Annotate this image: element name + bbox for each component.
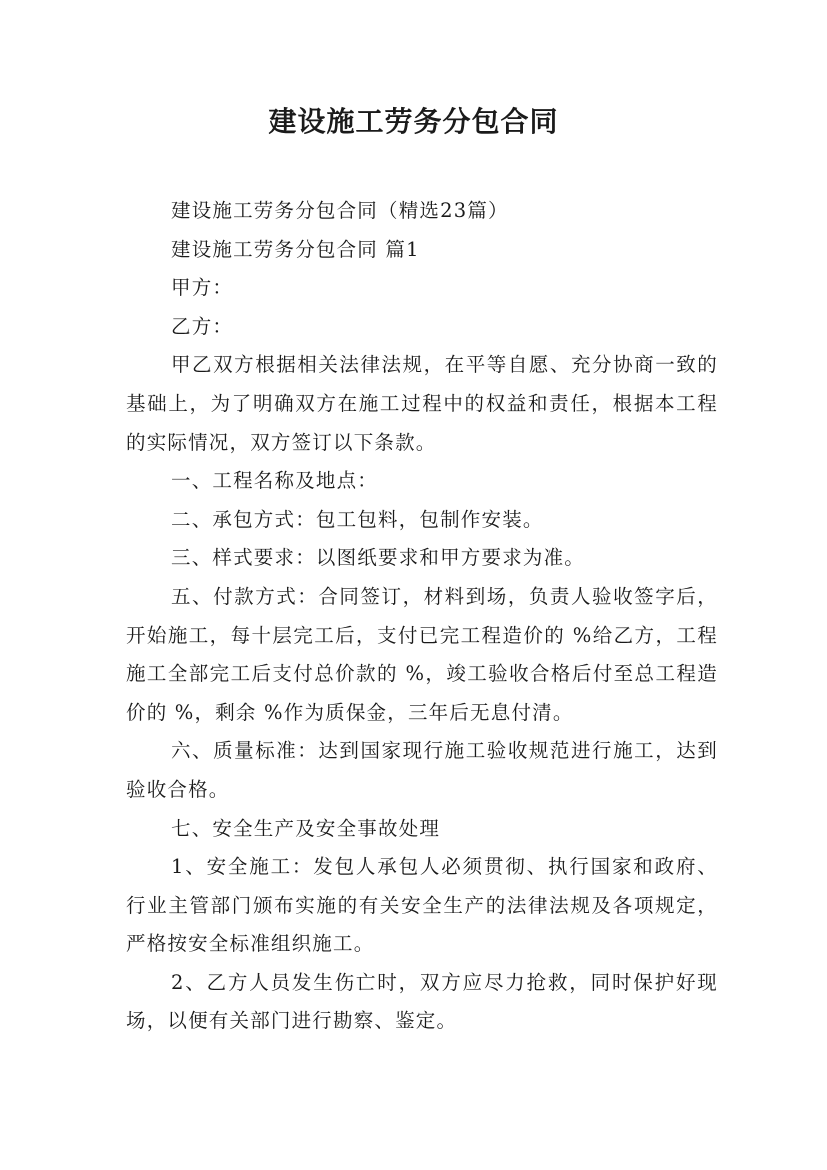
paragraph: 二、承包方式：包工包料，包制作安装。 — [171, 507, 544, 531]
paragraph: 建设施工劳务分包合同 篇1 — [171, 237, 420, 261]
paragraph: 五、付款方式：合同签订，材料到场，负责人验收签字后，开始施工，每十层完工后，支付已完工程造价的 %给乙方，工程施工全部完工后支付总价款的 %，竣工验收合格后付至总工程造价的 %，剩余 %作为质保金，三年后无息付清。 — [126, 584, 718, 724]
paragraph: 甲方： — [171, 276, 234, 300]
paragraph: 乙方： — [171, 314, 234, 338]
paragraph: 1、安全施工：发包人承包人必须贯彻、执行国家和政府、行业主管部门颁布实施的有关安全生产的法律法规及各项规定，严格按安全标准组织施工。 — [126, 855, 718, 956]
paragraph: 建设施工劳务分包合同（精选23篇） — [171, 199, 509, 222]
paragraph: 七、安全生产及安全事故处理 — [171, 816, 441, 840]
paragraph: 2、乙方人员发生伤亡时，双方应尽力抢救，同时保护好现场，以便有关部门进行勘察、鉴定。 — [126, 970, 718, 1033]
paragraph: 三、样式要求：以图纸要求和甲方要求为准。 — [171, 546, 586, 570]
paragraph: 六、质量标准：达到国家现行施工验收规范进行施工，达到验收合格。 — [126, 739, 718, 801]
document-body — [126, 192, 718, 1041]
paragraph: 一、工程名称及地点： — [171, 469, 379, 493]
document-title: 建设施工劳务分包合同 — [268, 105, 559, 138]
paragraph: 甲乙双方根据相关法律法规，在平等自愿、充分协商一致的基础上，为了明确双方在施工过程中的权益和责任，根据本工程的实际情况，双方签订以下条款。 — [126, 353, 718, 454]
